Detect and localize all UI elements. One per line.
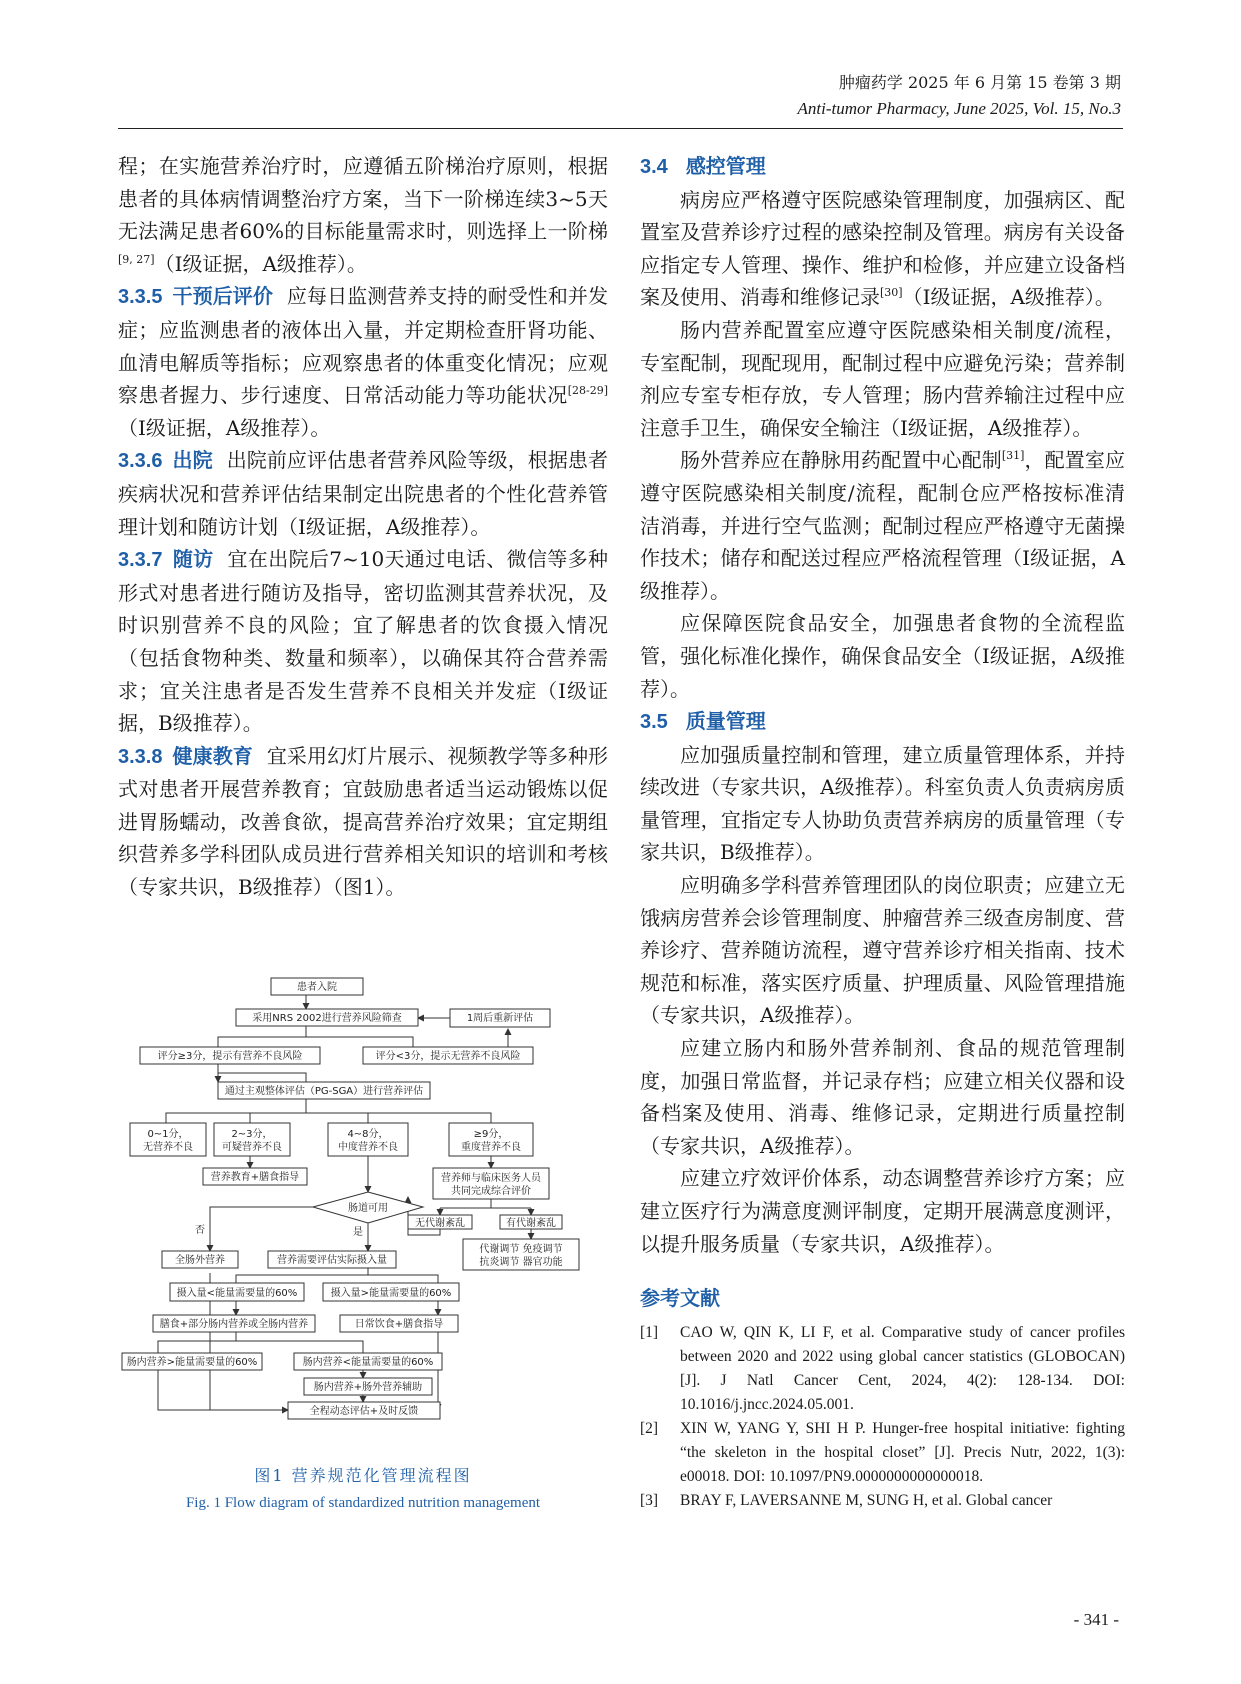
references-heading: 参考文献 bbox=[640, 1286, 720, 1311]
figure-1 bbox=[118, 965, 608, 1585]
paragraph bbox=[640, 184, 1125, 314]
node-reeval-label: 1周后重新评估 bbox=[466, 1013, 534, 1024]
section-3-5-heading bbox=[640, 705, 1125, 739]
figure-caption-en: Fig. 1 Flow diagram of standardized nutrition management bbox=[185, 1495, 541, 1511]
node-team-line-2: 共同完成综合评价 bbox=[451, 1186, 531, 1197]
node-metab-label: 有代谢紊乱 bbox=[506, 1218, 556, 1229]
paragraph: 应加强质量控制和管理，建立质量管理体系，并持续改进（专家共识，A级推荐）。科室负责人负责病房质量管理，宜指定专人协助负责营养病房的质量管理（专家共识，B级推荐）。 bbox=[640, 742, 1125, 865]
node-team-line-1: 营养师与临床医务人员 bbox=[441, 1173, 541, 1184]
reference-text: CAO W, QIN K, LI F, et al. Comparative study of cancer profiles between 2020 and 2022 using global cancer statistics (GLOBOCAN) [J]. J Natl Cancer Cent, 2024, 4(2): 128-134. DOI: 10.1016/j.jncc.2024.05.001. bbox=[680, 1323, 1125, 1413]
node-no-metab-label: 无代谢紊乱 bbox=[415, 1218, 465, 1229]
reference-text: XIN W, YANG Y, SHI H P. Hunger-free hospital initiative: fighting “the skeleton in the hospital closet” [J]. Precis Nutr, 2022, 1(3): e00018. DOI: 10.1097/PN9.0000000000000018. bbox=[680, 1419, 1125, 1485]
paragraph: 应明确多学科营养管理团队的岗位职责；应建立无饿病房营养会诊管理制度、肿瘤营养三级查房制度、营养诊疗、营养随访流程，遵守营养诊疗相关指南、技术规范和标准，落实医疗质量、护理质量、风险管理措施（专家共识，A级推荐）。 bbox=[640, 873, 1125, 1028]
node-admit-label: 患者入院 bbox=[297, 982, 337, 993]
section-number: 3.4 bbox=[640, 156, 668, 178]
node-adjust-line-2: 抗炎调节 器官功能 bbox=[479, 1257, 563, 1268]
section-number: 3.5 bbox=[640, 711, 668, 734]
section-title: 健康教育 bbox=[172, 743, 253, 768]
section-title: 感控管理 bbox=[685, 154, 766, 178]
section-number: 3.3.6 bbox=[118, 450, 163, 473]
node-diet-daily-label: 日常饮食+膳食指导 bbox=[354, 1319, 444, 1330]
reference-item bbox=[640, 1489, 1125, 1513]
node-tpn-label: 全肠外营养 bbox=[175, 1255, 225, 1266]
node-grade-1-label: 无营养不良 bbox=[143, 1142, 193, 1153]
paragraph: 肠内营养配置室应遵守医院感染相关制度/流程，专室配制，现配现用，配制过程中应避免污染；营养制剂应专室专柜存放，专人管理；肠内营养输注过程中应注意手卫生，确保安全输注（Ⅰ级证据，A级推荐）。 bbox=[640, 317, 1125, 440]
section-3-3-8 bbox=[118, 740, 608, 904]
citation: [31] bbox=[1001, 449, 1025, 463]
citation: [28-29] bbox=[567, 384, 608, 398]
node-en-pn-label: 肠内营养+肠外营养辅助 bbox=[313, 1382, 423, 1393]
node-pgsga-label: 通过主观整体评估（PG-SGA）进行营养评估 bbox=[224, 1086, 424, 1097]
node-grade-2-label: 可疑营养不良 bbox=[222, 1142, 282, 1153]
paragraph: 应建立疗效评价体系，动态调整营养诊疗方案；应建立医疗行为满意度测评制度，定期开展满意度测评，以提升服务质量（专家共识，A级推荐）。 bbox=[640, 1166, 1125, 1256]
section-number: 3.3.7 bbox=[118, 549, 163, 572]
paragraph bbox=[640, 444, 1125, 607]
paragraph-text: 病房应严格遵守医院感染管理制度，加强病区、配置室及营养诊疗过程的感染控制及管理。病房有关设备应指定专人管理、操作、维护和检修，并应建立设备档案及使用、消毒和维修记录 bbox=[640, 187, 1125, 310]
branch-no-label: 否 bbox=[195, 1225, 205, 1236]
node-score-low-label: 评分<3分，提示无营养不良风险 bbox=[375, 1051, 521, 1062]
reference-item bbox=[640, 1321, 1125, 1417]
page-number: - 341 - bbox=[1073, 1610, 1119, 1629]
node-grade-3-label: 中度营养不良 bbox=[338, 1142, 398, 1153]
node-grade-2-score: 2~3分， bbox=[231, 1129, 273, 1140]
paragraph-continued bbox=[118, 150, 608, 280]
node-nrs-label: 采用NRS 2002进行营养风险筛查 bbox=[252, 1013, 402, 1024]
paragraph-end: （Ⅰ级证据，A级推荐）。 bbox=[902, 285, 1115, 310]
reference-item bbox=[640, 1417, 1125, 1489]
section-3-3-7 bbox=[118, 543, 608, 740]
branch-yes-label: 是 bbox=[353, 1227, 363, 1238]
node-grade-1-score: 0~1分， bbox=[147, 1129, 189, 1140]
node-final-label: 全程动态评估+及时反馈 bbox=[309, 1406, 419, 1417]
section-number: 3.3.5 bbox=[118, 286, 163, 309]
node-en-low-label: 肠内营养<能量需要量的60% bbox=[302, 1357, 434, 1368]
section-text: 出院前应评估患者营养风险等级，根据患者疾病状况和营养评估结果制定出院患者的个性化营养管理计划和随访计划（Ⅰ级证据，A级推荐）。 bbox=[118, 448, 609, 539]
journal-title-cn: 肿瘤药学 2025 年 6 月第 15 卷第 3 期 bbox=[838, 73, 1121, 92]
left-column bbox=[118, 150, 608, 904]
section-title: 随访 bbox=[172, 547, 214, 572]
section-text: 宜采用幻灯片展示、视频教学等多种形式对患者开展营养教育；宜鼓励患者适当运动锻炼以促进胃肠蠕动，改善食欲，提高营养治疗效果；宜定期组织营养多学科团队成员进行营养相关知识的培训和考核（专家共识，B级推荐）（图1）。 bbox=[118, 743, 609, 900]
node-intake-low-label: 摄入量<能量需要量的60% bbox=[176, 1288, 298, 1299]
node-grade-4-label: 重度营养不良 bbox=[461, 1142, 521, 1153]
paragraph-text: 程；在实施营养治疗时，应遵循五阶梯治疗原则，根据患者的具体病情调整治疗方案，当下一阶梯连续3~5天无法满足患者60%的目标能量需求时，则选择上一阶梯 bbox=[118, 154, 608, 244]
section-title: 质量管理 bbox=[685, 709, 766, 734]
node-diet-en-label: 膳食+部分肠内营养或全肠内营养 bbox=[159, 1319, 309, 1330]
section-3-3-6 bbox=[118, 444, 608, 543]
section-end: （Ⅰ级证据，A级推荐）。 bbox=[118, 415, 331, 440]
paragraph: 应保障医院食品安全，加强患者食物的全流程监管，强化标准化操作，确保食品安全（Ⅰ级证据，A级推荐）。 bbox=[640, 611, 1125, 701]
node-en-high-label: 肠内营养>能量需要量的60% bbox=[126, 1357, 258, 1368]
section-text: 应每日监测营养支持的耐受性和并发症；应监测患者的液体出入量，并定期检查肝肾功能、血清电解质等指标；应观察患者的体重变化情况；应观察患者握力、步行速度、日常活动能力等功能状况 bbox=[118, 284, 609, 408]
figure-caption-cn: 图1 营养规范化管理流程图 bbox=[254, 1466, 472, 1485]
header-rule bbox=[118, 128, 1123, 129]
reference-number: [3] bbox=[640, 1491, 659, 1509]
right-column bbox=[640, 150, 1125, 1513]
paragraph: 应建立肠内和肠外营养制剂、食品的规范管理制度，加强日常监督，并记录存档；应建立相关仪器和设备档案及使用、消毒、维修记录，定期进行质量控制（专家共识，A级推荐）。 bbox=[640, 1036, 1125, 1158]
paragraph-end: （Ⅰ级证据，A级推荐）。 bbox=[154, 251, 367, 276]
section-3-4-heading bbox=[640, 150, 1125, 184]
node-score-high-label: 评分≥3分，提示有营养不良风险 bbox=[157, 1051, 303, 1062]
reference-number: [1] bbox=[640, 1323, 659, 1341]
section-3-3-5 bbox=[118, 280, 608, 444]
node-adjust-line-1: 代谢调节 免疫调节 bbox=[479, 1244, 563, 1255]
node-intake-high-label: 摄入量>能量需要量的60% bbox=[330, 1288, 452, 1299]
reference-number: [2] bbox=[640, 1419, 659, 1437]
citation: [30] bbox=[880, 286, 903, 300]
section-title: 出院 bbox=[172, 448, 213, 473]
paragraph-text: 肠外营养应在静脉用药配置中心配制 bbox=[680, 448, 1002, 473]
citation: [9, 27] bbox=[118, 252, 155, 266]
paragraph-end: ，配置室应遵守医院感染相关制度/流程，配制仓应严格按标准清洁消毒，并进行空气监测；配制过程应严格遵守无菌操作技术；储存和配送过程应严格流程管理（Ⅰ级证据，A级推荐）。 bbox=[640, 448, 1126, 603]
node-need-label: 营养需要评估实际摄入量 bbox=[277, 1255, 387, 1266]
section-text: 宜在出院后7~10天通过电话、微信等多种形式对患者进行随访及指导，密切监测其营养状况，及时识别营养不良的风险；宜了解患者的饮食摄入情况（包括食物种类、数量和频率），以确保其符合营养需求；宜关注患者是否发生营养不良相关并发症（Ⅰ级证据，B级推荐）。 bbox=[118, 547, 609, 736]
section-title: 干预后评价 bbox=[172, 284, 273, 309]
node-grade-3-score: 4~8分， bbox=[347, 1129, 389, 1140]
node-gut-label: 肠道可用 bbox=[348, 1203, 388, 1214]
node-grade-4-score: ≥9分， bbox=[473, 1129, 509, 1140]
node-education-label: 营养教育+膳食指导 bbox=[210, 1172, 300, 1183]
section-number: 3.3.8 bbox=[118, 745, 163, 768]
running-header bbox=[798, 70, 1121, 122]
journal-title-en: Anti-tumor Pharmacy, June 2025, Vol. 15, No.3 bbox=[797, 99, 1121, 118]
flow-diagram bbox=[118, 965, 608, 1445]
reference-text: BRAY F, LAVERSANNE M, SUNG H, et al. Global cancer bbox=[680, 1491, 1053, 1509]
